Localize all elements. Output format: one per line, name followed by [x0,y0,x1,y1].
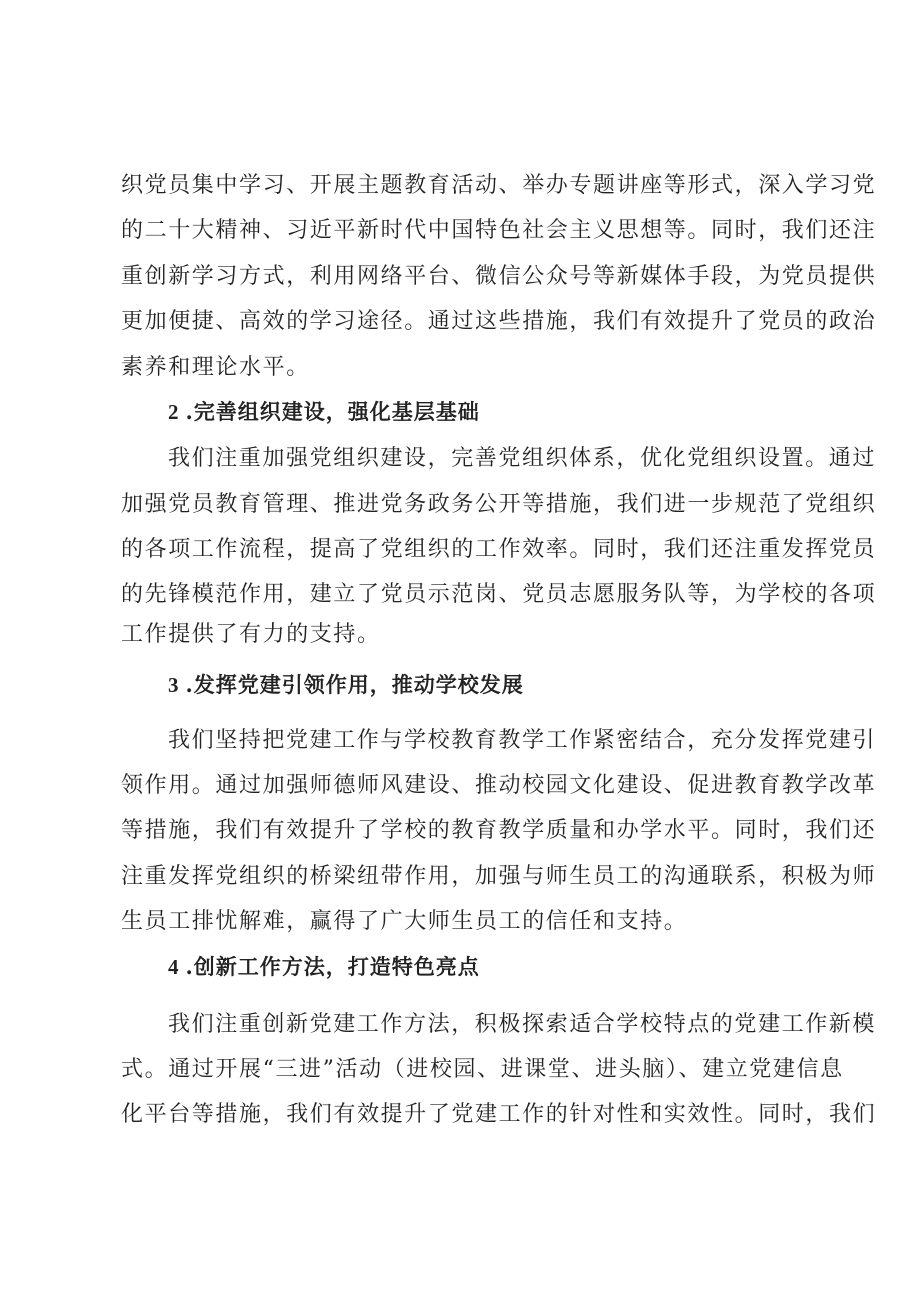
section-2-line-4: 的先锋模范作用，建立了党员示范岗、党员志愿服务队等，为学校的各项 [121,582,877,607]
section-title: .发挥党建引领作用，推动学校发展 [185,672,524,697]
intro-line-3: 重创新学习方式，利用网络平台、微信公众号等新媒体手段，为党员提供 [121,264,877,289]
section-3-line-3: 等措施，我们有效提升了学校的教育教学质量和办学水平。同时，我们还 [121,818,877,843]
section-3-line-1: 我们坚持把党建工作与学校教育教学工作紧密结合，充分发挥党建引 [168,728,877,753]
section-4-line-1: 我们注重创新党建工作方法，积极探索适合学校特点的党建工作新模 [168,1012,877,1037]
section-4-line-3: 化平台等措施，我们有效提升了党建工作的针对性和实效性。同时，我们 [121,1102,877,1127]
section-3-line-4: 注重发挥党组织的桥梁纽带作用，加强与师生员工的沟通联系，积极为师 [121,864,877,889]
intro-line-4: 更加便捷、高效的学习途径。通过这些措施，我们有效提升了党员的政治 [121,309,877,334]
section-heading-2 [168,397,480,427]
section-3-line-2: 领作用。通过加强师德师风建设、推动校园文化建设、促进教育教学改革 [121,773,877,798]
section-number: 3 [168,673,180,697]
section-number: 2 [168,400,180,424]
section-3-line-5: 生员工排忧解难，赢得了广大师生员工的信任和支持。 [121,909,688,934]
intro-line-5: 素养和理论水平。 [121,355,310,380]
section-heading-4 [168,952,480,982]
section-2-line-1: 我们注重加强党组织建设，完善党组织体系，优化党组织设置。通过 [168,446,877,471]
section-heading-3 [168,670,524,700]
intro-line-2: 的二十大精神、习近平新时代中国特色社会主义思想等。同时，我们还注 [121,218,877,243]
intro-line-1: 织党员集中学习、开展主题教育活动、举办专题讲座等形式，深入学习党 [121,173,877,198]
section-2-line-5: 工作提供了有力的支持。 [121,622,381,647]
section-title: .创新工作方法，打造特色亮点 [185,954,480,979]
section-4-line-2: 式。通过开展“三进”活动（进校园、进课堂、进头脑）、建立党建信息 [121,1057,844,1082]
section-number: 4 [168,955,180,979]
section-2-line-2: 加强党员教育管理、推进党务政务公开等措施，我们进一步规范了党组织 [121,492,877,517]
section-2-line-3: 的各项工作流程，提高了党组织的工作效率。同时，我们还注重发挥党员 [121,537,877,562]
section-title: .完善组织建设，强化基层基础 [185,399,480,424]
